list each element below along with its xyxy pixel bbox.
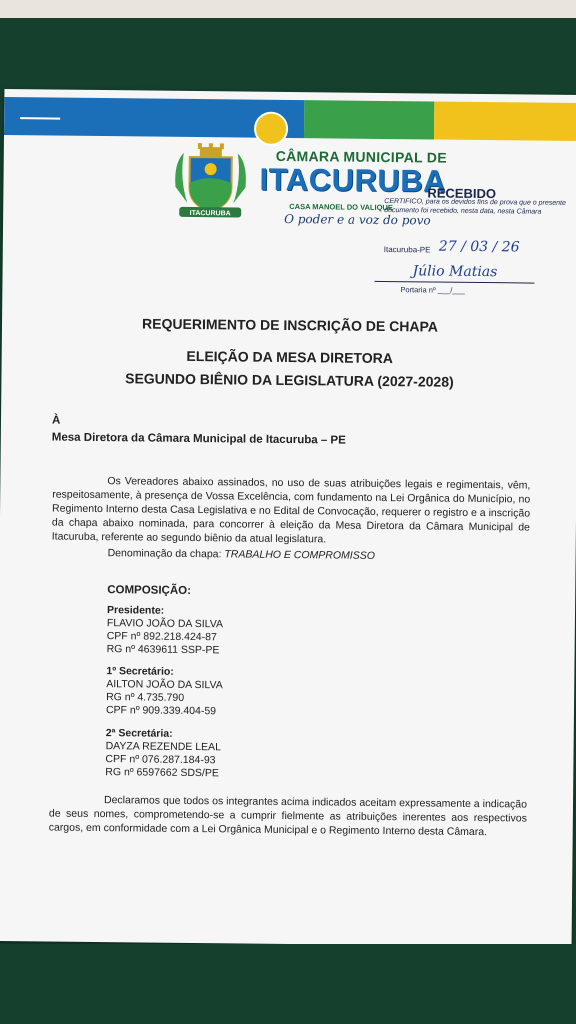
member-doc: RG nº 6597662 SDS/PE [105, 766, 219, 780]
document-page [0, 89, 576, 947]
denomination-value: TRABALHO E COMPROMISSO [224, 548, 375, 562]
document-subtitle-2: SEGUNDO BIÊNIO DA LEGISLATURA (2027-2028) [125, 370, 454, 390]
addressee: Mesa Diretora da Câmara Municipal de Itacuruba – PE [51, 431, 346, 447]
member-president [107, 604, 224, 657]
received-stamp-date-label: Itacuruba-PE [383, 244, 431, 255]
member-role: 2ª Secretária: [105, 727, 173, 740]
member-doc: RG nº 4.735.790 [106, 691, 185, 704]
addressee-prefix: À [51, 414, 61, 427]
denomination-label: Denominação da chapa: [107, 547, 222, 561]
member-second-secretary [105, 727, 221, 780]
document-subtitle: ELEIÇÃO DA MESA DIRETORA [186, 347, 393, 367]
coat-of-arms-icon [169, 143, 252, 226]
member-doc: CPF nº 892.218.424-87 [106, 630, 217, 644]
composition-heading: COMPOSIÇÃO: [107, 584, 191, 597]
institution-slogan: O poder e a voz do povo [284, 211, 431, 228]
background-strip-bottom [0, 944, 576, 1024]
institution-title: CÂMARA MUNICIPAL DE [275, 147, 447, 166]
ticket-denomination [108, 547, 375, 562]
member-doc: CPF nº 076.287.184-93 [105, 753, 216, 767]
received-stamp-text: CERTIFICO, para os devidos fins de prova que o presente documento foi recebido, nesta data, nesta Câmara [384, 197, 566, 216]
member-first-secretary [106, 665, 223, 718]
received-stamp-title: RECEBIDO [427, 185, 497, 202]
received-stamp-signature: Júlio Matias [412, 263, 498, 281]
signature-line [374, 281, 534, 284]
document-title: REQUERIMENTO DE INSCRIÇÃO DE CHAPA [142, 315, 439, 335]
member-name: DAYZA REZENDE LEAL [105, 740, 222, 754]
member-role: 1º Secretário: [106, 665, 174, 678]
sun-icon [254, 112, 288, 146]
member-name: AILTON JOÃO DA SILVA [106, 678, 223, 692]
member-doc: CPF nº 909.339.404-59 [105, 704, 217, 718]
institution-house: CASA MANOEL DO VALIQUE [289, 201, 393, 213]
header-color-band [4, 97, 576, 143]
member-name: FLAVIO JOÃO DA SILVA [106, 617, 224, 631]
background-strip-top [0, 0, 576, 18]
received-stamp-date: 27 / 03 / 26 [438, 238, 520, 256]
member-doc: RG nº 4639611 SSP-PE [106, 643, 220, 657]
intro-paragraph: Os Vereadores abaixo assinados, no uso de suas atribuições legais e regimentais, vêm, respeitosamente, à presença de Vossa Excelência, com fundamento na Lei Orgânica do Município, no Regimento Interno desta Casa Legislativa e no Edital de Convocação, requerer o registro e a inscrição da chapa abaixo nominada, para concorrer à eleição da Mesa Diretora da Câmara Municipal de Itacuruba, referente ao segundo biênio da atual legislatura. [51, 475, 531, 546]
declaration-paragraph: Declaramos que todos os integrantes acima indicados aceitam expressamente a indicação de seus nomes, comprometendo-se a cumprir fielmente as atribuições inerentes aos respectivos cargos, em conformidade com a Lei Orgânica Municipal e o Regimento Interno desta Câmara. [48, 794, 528, 839]
institution-name: ITACURUBA [259, 161, 447, 199]
crest-label: ITACURUBA [189, 209, 231, 218]
member-role: Presidente: [106, 604, 165, 617]
received-stamp-portaria: Portaria nº ___/___ [400, 285, 465, 295]
